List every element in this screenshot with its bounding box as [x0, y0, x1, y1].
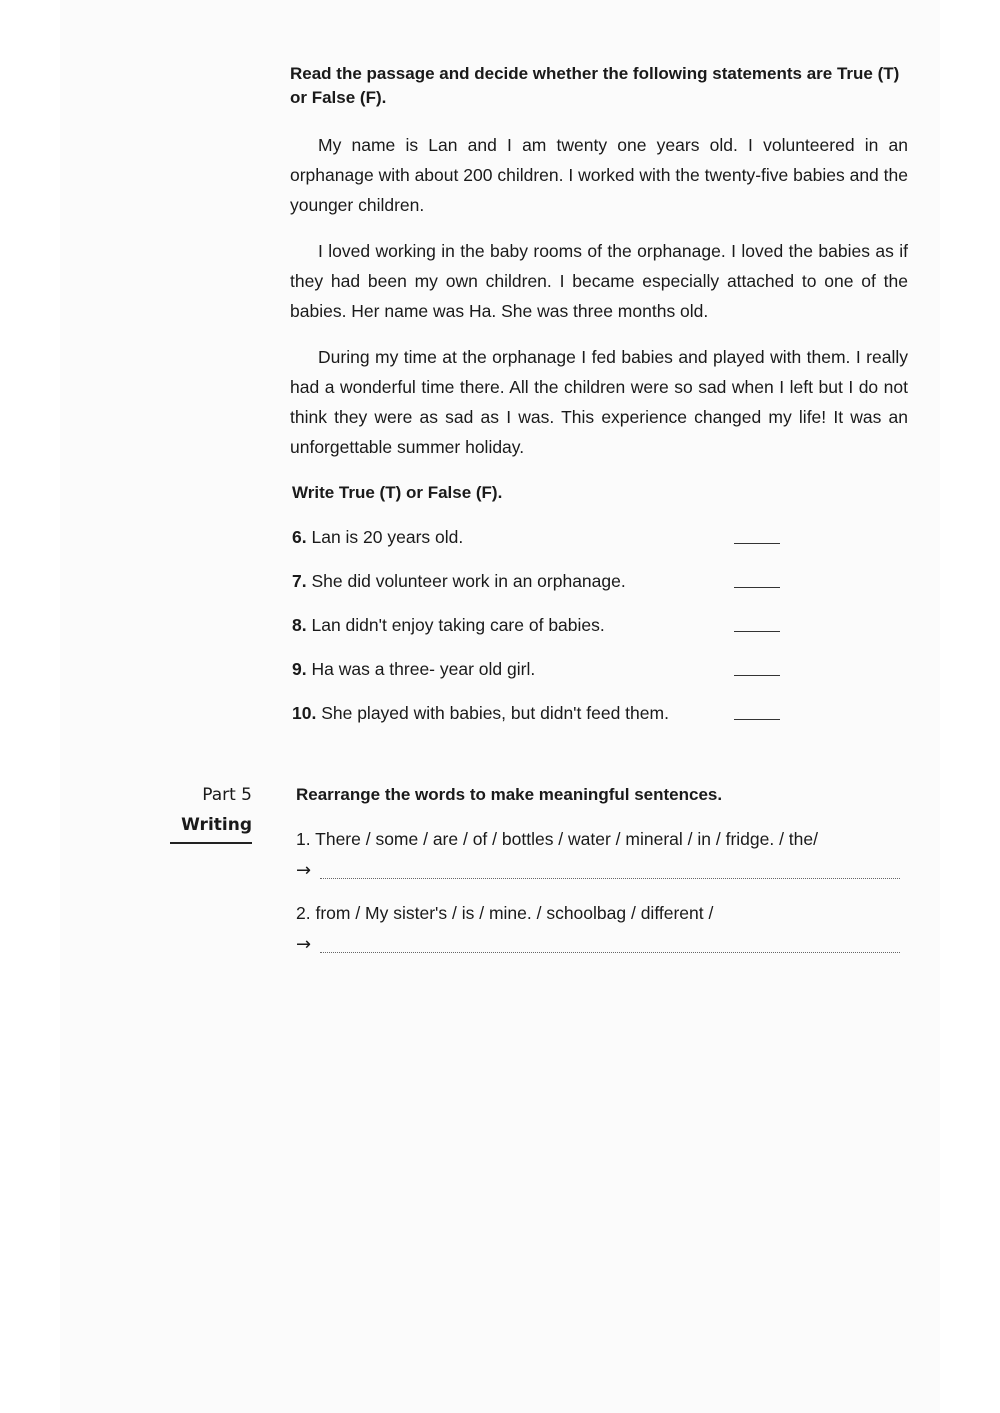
dotted-answer-line[interactable]: [320, 952, 900, 953]
passage-paragraph: My name is Lan and I am twenty one years old. I volunteered in an orphanage with about 200 children. I worked with the twenty-five babies and the younger children.: [290, 135, 908, 215]
statement-number: 8.: [292, 615, 307, 635]
answer-line[interactable]: [296, 854, 902, 898]
statement-text: She did volunteer work in an orphanage.: [311, 571, 626, 591]
statement-item: [292, 522, 792, 566]
scrambled-sentence: 1. There / some / are / of / bottles / water / mineral / in / fridge. / the/: [296, 829, 818, 849]
statement-text: Lan didn't enjoy taking care of babies.: [311, 615, 605, 635]
statement-text: Lan is 20 years old.: [311, 527, 464, 547]
answer-blank[interactable]: [734, 675, 780, 676]
answer-line[interactable]: [296, 928, 902, 972]
statement-number: 6.: [292, 527, 307, 547]
dotted-answer-line[interactable]: [320, 878, 900, 879]
answer-blank[interactable]: [734, 587, 780, 588]
statement-item: [292, 610, 792, 654]
answer-blank[interactable]: [734, 543, 780, 544]
statement-item: [292, 698, 792, 742]
writing-instruction: Rearrange the words to make meaningful sentences.: [296, 785, 723, 804]
statement-text: Ha was a three- year old girl.: [311, 659, 536, 679]
part-number: Part 5: [202, 785, 252, 805]
statement-number: 10.: [292, 703, 317, 723]
writing-section: [296, 780, 902, 972]
answer-blank[interactable]: [734, 631, 780, 632]
statement-item: [292, 566, 792, 610]
true-false-heading: Write True (T) or False (F).: [292, 483, 503, 502]
passage-paragraph: I loved working in the baby rooms of the orphanage. I loved the babies as if they had been my own children. I became especially attached to one of the babies. Her name was Ha. She was three months old.: [290, 241, 908, 321]
statement-number: 9.: [292, 659, 307, 679]
scrambled-sentence: 2. from / My sister's / is / mine. / schoolbag / different /: [296, 903, 714, 923]
reading-instruction: Read the passage and decide whether the following statements are True (T) or False (F).: [290, 64, 900, 107]
passage-paragraph: During my time at the orphanage I fed babies and played with them. I really had a wonderful time there. All the children were so sad when I left but I do not think they were as sad as I was. This experience changed my life! It was an unforgettable summer holiday.: [290, 347, 908, 457]
statement-item: [292, 654, 792, 698]
statement-text: She played with babies, but didn't feed them.: [321, 703, 669, 723]
part-label: [170, 780, 252, 844]
reading-section: [290, 62, 910, 742]
statement-list: [292, 522, 792, 742]
arrow-icon: →: [296, 934, 312, 955]
part-title: Writing: [170, 810, 252, 844]
answer-blank[interactable]: [734, 719, 780, 720]
arrow-icon: →: [296, 860, 312, 881]
statement-number: 7.: [292, 571, 307, 591]
